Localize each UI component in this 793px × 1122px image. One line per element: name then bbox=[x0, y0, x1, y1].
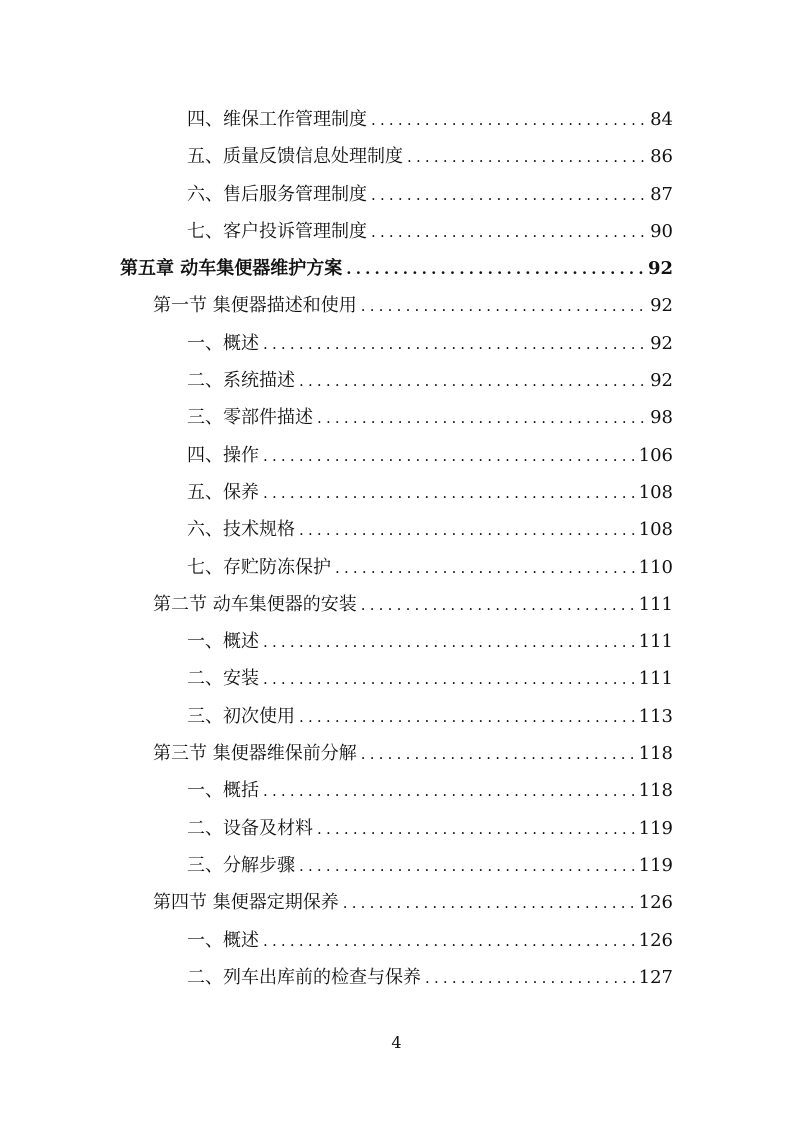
dot-leader bbox=[346, 251, 644, 288]
dot-leader bbox=[299, 699, 635, 736]
toc-section-row[interactable] bbox=[0, 586, 793, 623]
toc-entry bbox=[187, 959, 673, 997]
dot-leader bbox=[299, 848, 635, 885]
dot-leader bbox=[361, 288, 646, 325]
toc-entry-page: 84 bbox=[650, 109, 673, 130]
toc-item-row[interactable] bbox=[0, 138, 793, 175]
toc-entry bbox=[187, 399, 673, 437]
toc-entry bbox=[187, 623, 673, 661]
dot-leader bbox=[371, 177, 646, 214]
toc-entry-page: 108 bbox=[638, 481, 673, 503]
toc-entry bbox=[187, 698, 673, 736]
toc-item-row[interactable] bbox=[0, 660, 793, 697]
toc-entry-title: 三、零部件描述 bbox=[187, 407, 313, 429]
toc-entry-page: 118 bbox=[638, 743, 673, 765]
toc-item-row[interactable] bbox=[0, 101, 793, 138]
toc-entry bbox=[120, 250, 673, 288]
toc-entry-page: 126 bbox=[638, 892, 673, 914]
toc-entry-page: 119 bbox=[638, 854, 673, 876]
dot-leader bbox=[263, 326, 646, 363]
table-of-contents bbox=[0, 101, 793, 996]
dot-leader bbox=[371, 102, 646, 139]
toc-section-row[interactable] bbox=[0, 287, 793, 324]
toc-item-row[interactable] bbox=[0, 623, 793, 660]
toc-entry bbox=[153, 884, 673, 922]
dot-leader bbox=[263, 475, 635, 512]
toc-item-row[interactable] bbox=[0, 437, 793, 474]
toc-item-row[interactable] bbox=[0, 549, 793, 586]
toc-entry bbox=[187, 101, 673, 139]
toc-entry-page: 92 bbox=[647, 258, 673, 280]
dot-leader bbox=[335, 550, 635, 587]
toc-entry-title: 一、概述 bbox=[187, 332, 259, 354]
toc-entry bbox=[187, 474, 673, 512]
toc-entry-title: 二、设备及材料 bbox=[187, 817, 313, 839]
dot-leader bbox=[371, 214, 646, 251]
toc-item-row[interactable] bbox=[0, 810, 793, 847]
toc-entry-page: 111 bbox=[638, 668, 673, 690]
toc-entry bbox=[187, 437, 673, 475]
toc-entry bbox=[187, 660, 673, 698]
page-number: 4 bbox=[391, 1033, 402, 1052]
toc-item-row[interactable] bbox=[0, 922, 793, 959]
toc-section-row[interactable] bbox=[0, 884, 793, 921]
toc-entry-title: 四、维保工作管理制度 bbox=[187, 109, 367, 130]
dot-leader bbox=[263, 773, 635, 810]
toc-entry-page: 92 bbox=[650, 370, 673, 392]
toc-entry bbox=[187, 213, 673, 251]
toc-entry-page: 108 bbox=[638, 519, 673, 541]
toc-item-row[interactable] bbox=[0, 399, 793, 436]
toc-entry bbox=[187, 847, 673, 885]
toc-entry bbox=[187, 362, 673, 400]
dot-leader bbox=[343, 885, 635, 922]
toc-entry-page: 110 bbox=[638, 556, 673, 578]
toc-entry bbox=[153, 586, 673, 624]
toc-item-row[interactable] bbox=[0, 847, 793, 884]
toc-item-row[interactable] bbox=[0, 325, 793, 362]
toc-entry-page: 111 bbox=[638, 631, 673, 653]
toc-entry-title: 一、概述 bbox=[187, 631, 259, 653]
dot-leader bbox=[299, 512, 635, 549]
toc-item-row[interactable] bbox=[0, 959, 793, 996]
toc-entry-title: 五、保养 bbox=[187, 481, 259, 503]
toc-entry-title: 六、售后服务管理制度 bbox=[187, 183, 367, 205]
toc-entry-page: 98 bbox=[650, 407, 673, 429]
toc-item-row[interactable] bbox=[0, 213, 793, 250]
toc-entry-title: 七、客户投诉管理制度 bbox=[187, 220, 367, 242]
dot-leader bbox=[425, 960, 635, 997]
toc-entry-page: 118 bbox=[638, 780, 673, 802]
toc-entry-title: 第三节 集便器维保前分解 bbox=[153, 743, 357, 765]
toc-entry-title: 一、概括 bbox=[187, 780, 259, 802]
toc-item-row[interactable] bbox=[0, 698, 793, 735]
dot-leader bbox=[317, 400, 646, 437]
toc-entry-title: 六、技术规格 bbox=[187, 519, 295, 541]
toc-entry bbox=[153, 287, 673, 325]
toc-entry bbox=[187, 138, 673, 176]
toc-entry-page: 111 bbox=[638, 593, 673, 615]
toc-entry-title: 一、概述 bbox=[187, 929, 259, 951]
toc-chapter-row[interactable] bbox=[0, 250, 793, 287]
toc-entry-title: 二、系统描述 bbox=[187, 370, 295, 392]
toc-entry-page: 92 bbox=[650, 332, 673, 354]
toc-item-row[interactable] bbox=[0, 772, 793, 809]
toc-entry-page: 87 bbox=[650, 183, 673, 205]
toc-entry bbox=[187, 176, 673, 214]
toc-entry-title: 四、操作 bbox=[187, 444, 259, 466]
toc-entry bbox=[187, 511, 673, 549]
toc-entry-page: 106 bbox=[638, 444, 673, 466]
toc-entry-title: 第五章 动车集便器维护方案 bbox=[120, 258, 343, 280]
toc-item-row[interactable] bbox=[0, 511, 793, 548]
toc-entry-page: 119 bbox=[638, 817, 673, 839]
toc-entry-page: 113 bbox=[638, 705, 673, 727]
toc-entry-page: 90 bbox=[650, 220, 673, 242]
toc-item-row[interactable] bbox=[0, 474, 793, 511]
toc-entry-page: 92 bbox=[650, 295, 673, 317]
toc-entry-title: 第四节 集便器定期保养 bbox=[153, 892, 339, 914]
toc-entry-title: 七、存贮防冻保护 bbox=[187, 556, 331, 578]
toc-entry-title: 二、安装 bbox=[187, 668, 259, 690]
dot-leader bbox=[317, 811, 635, 848]
toc-entry-title: 第一节 集便器描述和使用 bbox=[153, 295, 357, 317]
toc-entry bbox=[187, 325, 673, 363]
toc-entry bbox=[187, 772, 673, 810]
toc-entry bbox=[187, 922, 673, 960]
dot-leader bbox=[299, 363, 646, 400]
dot-leader bbox=[263, 624, 635, 661]
toc-entry bbox=[187, 549, 673, 587]
dot-leader bbox=[263, 661, 635, 698]
dot-leader bbox=[407, 139, 646, 176]
toc-entry bbox=[187, 810, 673, 848]
toc-item-row[interactable] bbox=[0, 362, 793, 399]
toc-entry-title: 三、初次使用 bbox=[187, 705, 295, 727]
toc-item-row[interactable] bbox=[0, 176, 793, 213]
toc-entry-title: 三、分解步骤 bbox=[187, 854, 295, 876]
toc-entry-title: 五、质量反馈信息处理制度 bbox=[187, 146, 403, 168]
toc-section-row[interactable] bbox=[0, 735, 793, 772]
dot-leader bbox=[361, 587, 635, 624]
dot-leader bbox=[361, 736, 635, 773]
dot-leader bbox=[263, 923, 635, 960]
toc-entry-page: 86 bbox=[650, 146, 673, 168]
toc-entry-title: 二、列车出库前的检查与保养 bbox=[187, 966, 421, 988]
toc-entry-page: 126 bbox=[638, 929, 673, 951]
toc-entry-page: 127 bbox=[638, 966, 673, 988]
toc-entry-title: 第二节 动车集便器的安装 bbox=[153, 593, 357, 615]
dot-leader bbox=[263, 438, 635, 475]
toc-entry bbox=[153, 735, 673, 773]
